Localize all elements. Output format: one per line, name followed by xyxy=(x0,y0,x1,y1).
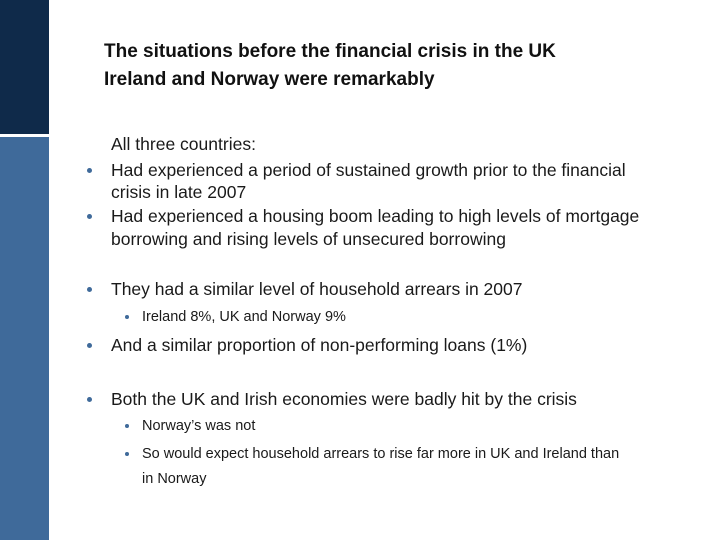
sub-bullet-icon xyxy=(125,315,129,319)
bullet-icon xyxy=(87,168,92,173)
point5-text: Both the UK and Irish economies were badly hit by the crisis xyxy=(111,389,577,409)
point5-sub2-line2: in Norway xyxy=(142,471,207,487)
sub-bullet-icon xyxy=(125,452,129,456)
bullet-icon xyxy=(87,287,92,292)
point1-line2: crisis in late 2007 xyxy=(111,182,247,202)
point4-text: And a similar proportion of non-performing loans (1%) xyxy=(111,335,528,355)
title-line-1: The situations before the financial crisis in the UK xyxy=(104,41,556,62)
bullet-icon xyxy=(87,343,92,348)
point5-sub2-line1: So would expect household arrears to rise far more in UK and Ireland than xyxy=(142,446,620,462)
point3-sub-text: Ireland 8%, UK and Norway 9% xyxy=(142,309,346,325)
bullet-icon xyxy=(87,214,92,219)
point1-line1: Had experienced a period of sustained growth prior to the financial xyxy=(111,160,626,180)
point2-line1: Had experienced a housing boom leading to high levels of mortgage xyxy=(111,206,640,226)
point2-line2: borrowing and rising levels of unsecured borrowing xyxy=(111,229,506,249)
point3-text: They had a similar level of household arrears in 2007 xyxy=(111,279,523,299)
intro-text: All three countries: xyxy=(111,134,256,154)
bullet-icon xyxy=(87,397,92,402)
title-line-2: Ireland and Norway were remarkably xyxy=(104,69,435,90)
point5-sub1-text: Norway’s was not xyxy=(142,418,256,434)
sub-bullet-icon xyxy=(125,424,129,428)
